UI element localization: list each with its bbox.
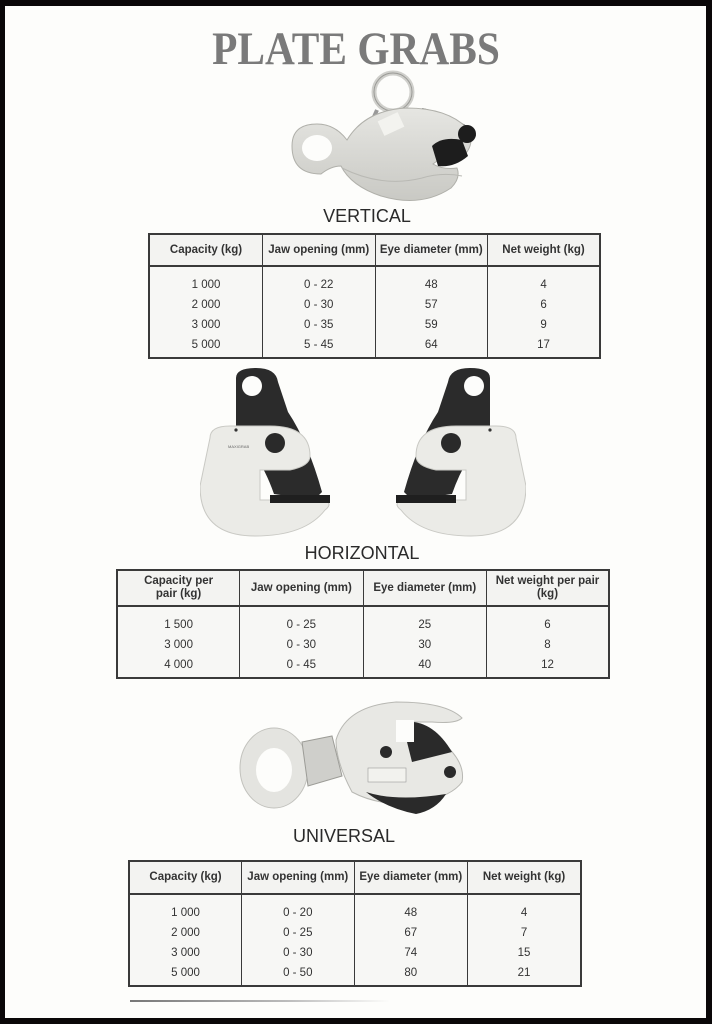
- cell-capacity: 5 000: [149, 335, 263, 358]
- header-capacity: Capacity (kg): [129, 861, 242, 894]
- cell-jaw-opening: 0 - 22: [263, 266, 376, 295]
- cell-capacity: 4 000: [117, 655, 240, 678]
- cell-capacity: 3 000: [149, 315, 263, 335]
- table-row: [117, 606, 609, 635]
- cell-eye-diameter: 48: [354, 894, 468, 923]
- page-title: PLATE GRABS: [212, 23, 500, 75]
- cell-jaw-opening: 0 - 25: [240, 606, 363, 635]
- cell-capacity: 1 500: [117, 606, 240, 635]
- header-eye-diameter: Eye diameter (mm): [375, 234, 488, 266]
- cell-eye-diameter: 64: [375, 335, 488, 358]
- cell-capacity: 1 000: [149, 266, 263, 295]
- cell-net-weight: 6: [487, 606, 610, 635]
- horizontal-plate-grab-right-image: [386, 368, 526, 540]
- header-eye-diameter: Eye diameter (mm): [354, 861, 468, 894]
- cell-net-weight: 4: [468, 894, 581, 923]
- cell-net-weight: 4: [488, 266, 600, 295]
- horizontal-spec-table: [116, 569, 610, 679]
- header-net-weight-per-pair: Net weight per pair (kg): [487, 570, 610, 606]
- table-row: [129, 963, 581, 986]
- cell-eye-diameter: 59: [375, 315, 488, 335]
- cell-capacity: 2 000: [129, 923, 242, 943]
- table-row: [149, 266, 600, 295]
- cell-jaw-opening: 5 - 45: [263, 335, 376, 358]
- table-row: [149, 335, 600, 358]
- table-header-row: [149, 234, 600, 266]
- header-net-weight: Net weight (kg): [488, 234, 600, 266]
- svg-text:MAXIGRAB: MAXIGRAB: [228, 444, 250, 449]
- cell-eye-diameter: 30: [363, 635, 486, 655]
- header-capacity-per-pair: Capacity per pair (kg): [117, 570, 240, 606]
- cell-eye-diameter: 57: [375, 295, 488, 315]
- cell-net-weight: 21: [468, 963, 581, 986]
- cell-jaw-opening: 0 - 30: [242, 943, 355, 963]
- cell-eye-diameter: 48: [375, 266, 488, 295]
- cell-net-weight: 9: [488, 315, 600, 335]
- header-capacity: Capacity (kg): [149, 234, 263, 266]
- header-jaw-opening: Jaw opening (mm): [242, 861, 355, 894]
- vertical-spec-table: [148, 233, 601, 359]
- table-row: [117, 655, 609, 678]
- cell-jaw-opening: 0 - 45: [240, 655, 363, 678]
- vertical-plate-grab-image: [282, 68, 482, 203]
- cell-capacity: 3 000: [117, 635, 240, 655]
- cell-eye-diameter: 25: [363, 606, 486, 635]
- cell-net-weight: 8: [487, 635, 610, 655]
- cell-jaw-opening: 0 - 20: [242, 894, 355, 923]
- cell-net-weight: 15: [468, 943, 581, 963]
- header-jaw-opening: Jaw opening (mm): [263, 234, 376, 266]
- table-header-row: [129, 861, 581, 894]
- universal-section-label: UNIVERSAL: [292, 826, 396, 846]
- cell-eye-diameter: 80: [354, 963, 468, 986]
- cell-eye-diameter: 67: [354, 923, 468, 943]
- header-net-weight: Net weight (kg): [468, 861, 581, 894]
- table-header-row: [117, 570, 609, 606]
- cell-jaw-opening: 0 - 30: [263, 295, 376, 315]
- universal-plate-grab-image: [236, 700, 476, 815]
- footer-divider: [130, 1000, 390, 1002]
- table-row: [129, 923, 581, 943]
- cell-jaw-opening: 0 - 35: [263, 315, 376, 335]
- header-jaw-opening: Jaw opening (mm): [240, 570, 363, 606]
- horizontal-plate-grab-left-image: [200, 368, 340, 540]
- cell-net-weight: 6: [488, 295, 600, 315]
- universal-spec-table: [128, 860, 582, 987]
- table-row: [117, 635, 609, 655]
- horizontal-section-label: HORIZONTAL: [304, 543, 420, 563]
- table-row: [129, 943, 581, 963]
- cell-net-weight: 12: [487, 655, 610, 678]
- cell-capacity: 5 000: [129, 963, 242, 986]
- table-row: [129, 894, 581, 923]
- cell-net-weight: 17: [488, 335, 600, 358]
- header-eye-diameter: Eye diameter (mm): [363, 570, 486, 606]
- cell-capacity: 3 000: [129, 943, 242, 963]
- table-row: [149, 315, 600, 335]
- cell-capacity: 2 000: [149, 295, 263, 315]
- cell-jaw-opening: 0 - 50: [242, 963, 355, 986]
- cell-eye-diameter: 40: [363, 655, 486, 678]
- table-row: [149, 295, 600, 315]
- cell-jaw-opening: 0 - 25: [242, 923, 355, 943]
- cell-eye-diameter: 74: [354, 943, 468, 963]
- cell-net-weight: 7: [468, 923, 581, 943]
- vertical-section-label: VERTICAL: [323, 206, 411, 226]
- cell-jaw-opening: 0 - 30: [240, 635, 363, 655]
- cell-capacity: 1 000: [129, 894, 242, 923]
